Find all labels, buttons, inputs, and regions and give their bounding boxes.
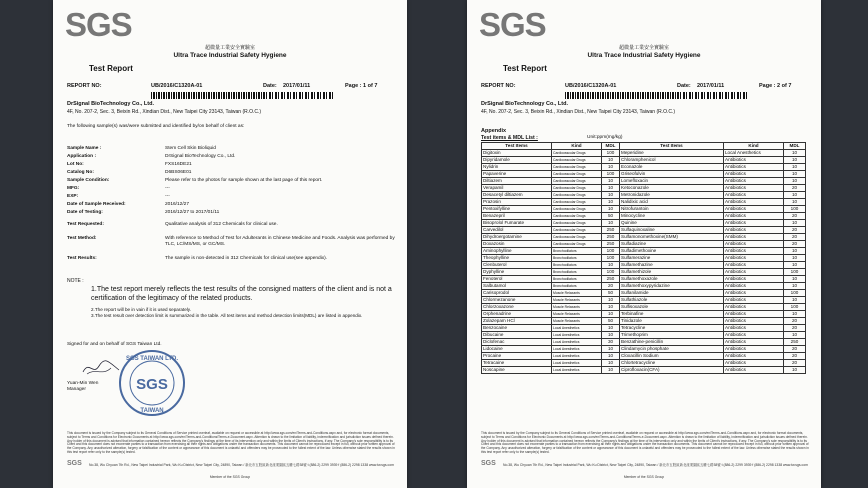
cell-test-item-2: Sulfaquinoxaline <box>620 227 724 234</box>
cell-mdl: 10 <box>602 157 620 164</box>
client-address: 4F, No. 207-2, Sec. 3, Beixin Rd., Xindian Dist., New Taipei City 23143, Taiwan (R.O.C.) <box>481 109 676 115</box>
sgs-logo: SGS <box>479 6 546 43</box>
cell-kind: Local Anesthetics <box>552 360 602 367</box>
table-row <box>482 367 806 374</box>
cell-test-item: Chlormezanone <box>482 297 552 304</box>
seal-text-bottom: TAIWAN <box>140 408 164 414</box>
cell-test-item: Diclofenac <box>482 339 552 346</box>
cell-mdl-2: 100 <box>784 206 806 213</box>
seal-text-top: SGS TAIWAN LTD. <box>125 356 179 362</box>
cell-mdl-2: 20 <box>784 234 806 241</box>
cell-test-item-2: Sulfathiazole <box>620 297 724 304</box>
report-no-label: REPORT NO: <box>481 83 516 89</box>
table-row <box>482 262 806 269</box>
cell-kind: Bronchodilators <box>552 248 602 255</box>
cell-mdl: 250 <box>602 234 620 241</box>
cell-test-item-2: Metronidazole <box>620 192 724 199</box>
cell-mdl: 10 <box>602 332 620 339</box>
cell-test-item: Carisoprodol <box>482 290 552 297</box>
cell-test-item: Chlorzoxazone <box>482 304 552 311</box>
report-no: UB/2016/C1320A-01 <box>151 83 203 89</box>
cell-test-item: Benazepril <box>482 213 552 220</box>
mdl-table-body <box>482 150 806 374</box>
cell-test-item-2: Sulfamerazine <box>620 255 724 262</box>
footer-logo: SGS <box>481 460 496 467</box>
cell-test-item-2: Tinidazole <box>620 318 724 325</box>
cell-test-item-2: Terbinafine <box>620 311 724 318</box>
cell-kind-2: Antibiotics <box>724 241 784 248</box>
table-row <box>482 171 806 178</box>
cell-kind-2: Antibiotics <box>724 269 784 276</box>
cell-kind-2: Antibiotics <box>724 185 784 192</box>
cell-test-item: Digitoxin <box>482 150 552 157</box>
cell-mdl-2: 10 <box>784 157 806 164</box>
table-row <box>482 178 806 185</box>
mdl-table <box>481 142 806 374</box>
signature <box>81 358 121 378</box>
cell-mdl-2: 10 <box>784 199 806 206</box>
report-page-1: SGS 超微量工業安全實驗室 Ultra Trace Industrial Safety Hygiene Test Report REPORT NO: UB/2016/C1320A-01 Date: 2017/01/11 Page : 1 of 7 DrSignal BioTechnology Co., Ltd. 4F, No. 207-2, Sec. 3, Beixin Rd., Xindian Dist., New Taipei City 23143, Taiwan (R.O.C.) The following sample(s) was/were submitted and identified by/on behalf of client as: Sample Name : Stem Cell Skin Bioliquid Application : DrSignal BioTechnology Co., Ltd. Lot No: FXS16DE21 Catalog No: D6BS06E01 Sample Condition: Please refer to the photos for sample shown at the last page of this report. MFG: --- EXP: --- Date of Sample Received: 2016/12/27 Date of Testing: 2016/12/27 to 2017/01/11 Test Requested: Qualitative analysis of 312 Chemicals for clinical use. Test Method: With reference to Method of Test for Adulterants in Chinese Medicine and Foods. Analysis was performed by TLC, LC/MS/MS, or GC/MS. Test Results: The sample is non-detected in 312 Chemicals for clinical use(see appendix). NOTE : 1.The test report merely reflects the test results of the consigned matters of the client and is not a certification of the legitimacy of the related products. 2.The report will be in vain if it is used separately. 3.The test result over detection limit is summarized in the table. All test items and method detection limits(MDL) are listed in appendix. Signed for and on behalf of SGS Taiwan Ltd. Yuan-Min Wen Manager SGS TAIWAN LTD. SGS TAIWAN This document is issued by the Company subject to its General Conditions of Service printed overleaf, available on request or accessible at http://www.sgs.com/en/Terms-and-Conditions.aspx and, for electronic format documents, subject to Terms and Conditions for Electronic Documents at http://www.sgs.com/en/Terms-and-Conditions/Terms-e-Document.aspx. Attention is drawn to the limitation of liability, indemnification and jurisdiction issues defined therein. Any holder of this document is advised that information contained hereon reflects the Company's findings at the time of its intervention only and within the limits of Client's instructions, if any. The Company's sole responsibility is to its Client and this document does not exonerate parties to a transaction from exercising all their rights and obligations under the transaction documents. This document cannot be reproduced except in full, without prior written approval of the Company. Any unauthorized alteration, forgery or falsification of the content or appearance of this document is unlawful and offenders may be prosecuted to the fullest extent of the law. Unless otherwise stated the results shown in this test report refer only to the sample(s) tested. SGS No.38, Wu Chyuan 7th Rd., New Taipei Industrial Park, Wu Ku District, New Taipei City, 24890, Taiwan / 新北市五股區新北產業園區五權七路38號 t (886-2) 2299 3939 f (886-2) 2298 1338 www.tw.sgs.com Member of the SGS Group <box>53 0 407 488</box>
cell-kind-2: Antibiotics <box>724 206 784 213</box>
cell-test-item-2: Nitrofurantoin <box>620 206 724 213</box>
table-row <box>482 304 806 311</box>
header-mdl-2: MDL <box>784 143 806 150</box>
footer-legal: This document is issued by the Company subject to its General Conditions of Service printed overleaf, available on request or accessible at http://www.sgs.com/en/Terms-and-Conditions.aspx and, for electronic format documents, subject to Terms and Conditions for Electronic Documents at http://www.sgs.com/en/Terms-and-Conditions/Terms-e-Document.aspx. Attention is drawn to the limitation of liability, indemnification and jurisdiction issues defined therein. Any holder of this document is advised that information contained hereon reflects the Company's findings at the time of its intervention only and within the limits of Client's instructions, if any. The Company's sole responsibility is to its Client and this document does not exonerate parties to a transaction from exercising all their rights and obligations under the transaction documents. This document cannot be reproduced except in full, without prior written approval of the Company. Any unauthorized alteration, forgery or falsification of the content or appearance of this document is unlawful and offenders may be prosecuted to the fullest extent of the law. Unless otherwise stated the results shown in this test report refer only to the sample(s) tested. <box>67 431 395 454</box>
cell-mdl: 10 <box>602 206 620 213</box>
table-row <box>482 297 806 304</box>
report-no-label: REPORT NO: <box>67 83 102 89</box>
table-row <box>482 192 806 199</box>
cell-kind: Bronchodilators <box>552 255 602 262</box>
table-row <box>482 332 806 339</box>
cell-test-item: Salbutamol <box>482 283 552 290</box>
cell-kind: Cardiovascular Drugs <box>552 185 602 192</box>
cell-test-item: Verapamil <box>482 185 552 192</box>
lab-name-en: Ultra Trace Industrial Safety Hygiene <box>587 52 701 59</box>
cell-test-item: Dipyridamole <box>482 157 552 164</box>
company-seal <box>117 348 187 418</box>
cell-test-item-2: Clindamycin phosphate <box>620 346 724 353</box>
cell-kind: Cardiovascular Drugs <box>552 157 602 164</box>
cell-test-item-2: Sulfamethoxypyridazine <box>620 283 724 290</box>
cell-kind: Cardiovascular Drugs <box>552 234 602 241</box>
cell-mdl-2: 10 <box>784 297 806 304</box>
report-no: UB/2016/C1320A-01 <box>565 83 617 89</box>
lab-name-cn: 超微量工業安全實驗室 <box>618 45 669 51</box>
header-kind: Kind <box>552 143 602 150</box>
report-number-line <box>67 83 397 91</box>
cell-kind-2: Antibiotics <box>724 318 784 325</box>
cell-kind-2: Antibiotics <box>724 164 784 171</box>
cell-mdl-2: 20 <box>784 241 806 248</box>
cell-test-item-2: Ciprofloxacin(CFA) <box>620 367 724 374</box>
cell-kind-2: Antibiotics <box>724 304 784 311</box>
table-row <box>482 234 806 241</box>
cell-kind: Cardiovascular Drugs <box>552 150 602 157</box>
cell-test-item: Dyphylline <box>482 269 552 276</box>
cell-mdl-2: 10 <box>784 255 806 262</box>
table-row <box>482 353 806 360</box>
header-test-items: Test Items <box>482 143 552 150</box>
cell-kind-2: Antibiotics <box>724 220 784 227</box>
cell-kind: Local Anesthetics <box>552 367 602 374</box>
cell-mdl: 10 <box>602 360 620 367</box>
table-row <box>482 213 806 220</box>
cell-test-item-2: Tetracycline <box>620 325 724 332</box>
cell-mdl: 10 <box>602 353 620 360</box>
cell-test-item: Dihydroergotamine <box>482 234 552 241</box>
cell-mdl-2: 100 <box>784 290 806 297</box>
cell-test-item-2: Econazole <box>620 164 724 171</box>
cell-kind-2: Antibiotics <box>724 360 784 367</box>
barcode-secondary <box>263 92 333 99</box>
cell-test-item: Dibucaine <box>482 332 552 339</box>
cell-test-item: Procaine <box>482 353 552 360</box>
cell-test-item-2: Nalidixic acid <box>620 199 724 206</box>
cell-kind: Local Anesthetics <box>552 346 602 353</box>
cell-mdl: 100 <box>602 171 620 178</box>
cell-mdl-2: 10 <box>784 220 806 227</box>
signer-title: Manager <box>67 387 86 392</box>
cell-test-item: Lidocaine <box>482 346 552 353</box>
report-title: Test Report <box>503 64 547 73</box>
cell-kind: Local Anesthetics <box>552 332 602 339</box>
cell-test-item-2: Ketoconazole <box>620 185 724 192</box>
cell-mdl-2: 10 <box>784 248 806 255</box>
cell-kind-2: Antibiotics <box>724 227 784 234</box>
table-row <box>482 206 806 213</box>
barcode <box>565 92 677 99</box>
cell-kind: Cardiovascular Drugs <box>552 206 602 213</box>
cell-mdl: 10 <box>602 220 620 227</box>
cell-mdl-2: 20 <box>784 353 806 360</box>
cell-kind-2: Antibiotics <box>724 297 784 304</box>
cell-mdl: 20 <box>602 283 620 290</box>
cell-kind-2: Antibiotics <box>724 311 784 318</box>
cell-kind-2: Antibiotics <box>724 346 784 353</box>
cell-kind-2: Antibiotics <box>724 276 784 283</box>
cell-mdl: 10 <box>602 164 620 171</box>
cell-kind: Cardiovascular Drugs <box>552 164 602 171</box>
cell-test-item-2: Meperidine <box>620 150 724 157</box>
cell-mdl: 100 <box>602 255 620 262</box>
cell-test-item: Nylidrin <box>482 164 552 171</box>
table-row <box>482 360 806 367</box>
cell-test-item: Noscapine <box>482 367 552 374</box>
table-row <box>482 157 806 164</box>
cell-mdl-2: 20 <box>784 318 806 325</box>
sample-intro: The following sample(s) was/were submitted and identified by/on behalf of client as: <box>67 124 245 129</box>
cell-test-item: Orphenadrine <box>482 311 552 318</box>
table-row <box>482 150 806 157</box>
cell-test-item-2: Quinine <box>620 220 724 227</box>
table-row <box>482 325 806 332</box>
cell-test-item-2: Sulfanilamide <box>620 290 724 297</box>
cell-test-item-2: Benzathine-penicillin <box>620 339 724 346</box>
page-label: Page : 2 of 7 <box>759 83 792 89</box>
cell-kind-2: Antibiotics <box>724 339 784 346</box>
cell-mdl: 100 <box>602 269 620 276</box>
cell-mdl: 10 <box>602 262 620 269</box>
cell-test-item: Theophylline <box>482 255 552 262</box>
cell-mdl-2: 20 <box>784 185 806 192</box>
cell-mdl: 10 <box>602 367 620 374</box>
cell-kind: Cardiovascular Drugs <box>552 241 602 248</box>
cell-kind: Muscle Relaxants <box>552 318 602 325</box>
client-address: 4F, No. 207-2, Sec. 3, Beixin Rd., Xindian Dist., New Taipei City 23143, Taiwan (R.O.C.) <box>67 109 262 115</box>
cell-mdl: 10 <box>602 346 620 353</box>
footer-logo: SGS <box>67 460 82 467</box>
table-row <box>482 283 806 290</box>
cell-test-item: Diltiazem <box>482 178 552 185</box>
cell-test-item-2: Sulfisoxazole <box>620 304 724 311</box>
cell-mdl-2: 10 <box>784 164 806 171</box>
cell-test-item: Clenbuterol <box>482 262 552 269</box>
cell-mdl-2: 100 <box>784 304 806 311</box>
cell-kind: Bronchodilators <box>552 262 602 269</box>
table-row <box>482 164 806 171</box>
barcode <box>151 92 263 99</box>
header-kind-2: Kind <box>724 143 784 150</box>
cell-kind-2: Antibiotics <box>724 157 784 164</box>
cell-test-item-2: Chlortetracycline <box>620 360 724 367</box>
cell-test-item-2: Trimethoprim <box>620 332 724 339</box>
report-date: 2017/01/11 <box>697 83 725 89</box>
note-2: 2.The report will be in vain if it is used separately. <box>91 307 192 312</box>
report-title: Test Report <box>89 64 133 73</box>
seal-text-mid: SGS <box>136 376 168 393</box>
cell-kind-2: Antibiotics <box>724 234 784 241</box>
barcode-secondary <box>677 92 747 99</box>
cell-kind-2: Antibiotics <box>724 262 784 269</box>
footer-address: No.38, Wu Chyuan 7th Rd., New Taipei Industrial Park, Wu Ku District, New Taipei City, 24890, Taiwan / 新北市五股區新北產業園區五權七路38號 t (886-2) 2299 3939 f (886-2) 2298 1338 www.tw.sgs.com <box>503 463 808 467</box>
cell-kind: Muscle Relaxants <box>552 290 602 297</box>
cell-mdl: 30 <box>602 339 620 346</box>
cell-mdl: 50 <box>602 318 620 325</box>
table-row <box>482 220 806 227</box>
cell-mdl: 250 <box>602 241 620 248</box>
cell-test-item-2: Sulfamethoxazole <box>620 276 724 283</box>
client-company: DrSignal BioTechnology Co., Ltd. <box>481 101 568 107</box>
cell-test-item: Desacetyl diltiazem <box>482 192 552 199</box>
cell-kind: Muscle Relaxants <box>552 304 602 311</box>
footer-address: No.38, Wu Chyuan 7th Rd., New Taipei Industrial Park, Wu Ku District, New Taipei City, 24890, Taiwan / 新北市五股區新北產業園區五權七路38號 t (886-2) 2299 3939 f (886-2) 2298 1338 www.tw.sgs.com <box>89 463 394 467</box>
cell-test-item: Prazosin <box>482 199 552 206</box>
sgs-logo: SGS <box>65 6 132 43</box>
cell-test-item: Doxazosin <box>482 241 552 248</box>
cell-mdl: 250 <box>602 227 620 234</box>
cell-mdl: 10 <box>602 178 620 185</box>
cell-test-item: Bisoprolol Fumarate <box>482 220 552 227</box>
cell-kind-2: Antibiotics <box>724 192 784 199</box>
table-row <box>482 199 806 206</box>
cell-mdl-2: 10 <box>784 283 806 290</box>
cell-kind: Cardiovascular Drugs <box>552 220 602 227</box>
cell-mdl-2: 20 <box>784 213 806 220</box>
cell-kind: Cardiovascular Drugs <box>552 192 602 199</box>
cell-mdl-2: 100 <box>784 269 806 276</box>
report-page-2 <box>467 0 821 488</box>
note-3: 3.The test result over detection limit is summarized in the table. All test items and method detection limits(MDL) are listed in appendix. <box>91 312 363 318</box>
cell-mdl: 100 <box>602 150 620 157</box>
cell-test-item-2: Lomefloxacin <box>620 178 724 185</box>
cell-mdl: 10 <box>602 297 620 304</box>
cell-test-item-2: Sulfadiazine <box>620 241 724 248</box>
cell-mdl: 10 <box>602 192 620 199</box>
cell-kind: Cardiovascular Drugs <box>552 178 602 185</box>
date-label: Date: <box>263 83 277 89</box>
table-row <box>482 185 806 192</box>
cell-kind: Cardiovascular Drugs <box>552 171 602 178</box>
appendix-label: Appendix <box>481 128 507 134</box>
cell-kind-2: Antibiotics <box>724 213 784 220</box>
signer-name: Yuan-Min Wen <box>67 381 99 386</box>
footer-member: Member of the SGS Group <box>209 475 251 479</box>
cell-kind: Cardiovascular Drugs <box>552 213 602 220</box>
header-test-items-2: Test Items <box>620 143 724 150</box>
cell-mdl-2: 20 <box>784 325 806 332</box>
cell-mdl: 250 <box>602 276 620 283</box>
table-row <box>482 276 806 283</box>
header-mdl: MDL <box>602 143 620 150</box>
cell-mdl: 10 <box>602 185 620 192</box>
cell-test-item-2: Sulfamethazine <box>620 262 724 269</box>
cell-kind-2: Antibiotics <box>724 367 784 374</box>
table-row <box>482 269 806 276</box>
cell-kind-2: Antibiotics <box>724 248 784 255</box>
cell-kind-2: Antibiotics <box>724 178 784 185</box>
table-row <box>482 248 806 255</box>
cell-mdl: 50 <box>602 213 620 220</box>
cell-mdl-2: 10 <box>784 192 806 199</box>
date-label: Date: <box>677 83 691 89</box>
cell-mdl-2: 10 <box>784 262 806 269</box>
cell-mdl-2: 10 <box>784 178 806 185</box>
cell-mdl-2: 250 <box>784 339 806 346</box>
page-label: Page : 1 of 7 <box>345 83 378 89</box>
cell-test-item: Tetracaine <box>482 360 552 367</box>
cell-test-item-2: Sulfamethizole <box>620 269 724 276</box>
cell-kind-2: Antibiotics <box>724 325 784 332</box>
footer-member: Member of the SGS Group <box>623 475 665 479</box>
cell-kind: Cardiovascular Drugs <box>552 227 602 234</box>
signed-for: Signed for and on behalf of SGS Taiwan Ltd. <box>67 342 162 347</box>
cell-test-item: Carvedilol <box>482 227 552 234</box>
cell-kind-2: Local Anesthetics <box>724 150 784 157</box>
cell-test-item-2: Cloxacillin Sodium <box>620 353 724 360</box>
unit-label: Unit:ppm(mg/kg) <box>587 135 623 140</box>
table-row <box>482 318 806 325</box>
cell-mdl-2: 10 <box>784 367 806 374</box>
table-title: Test items & MDL List : <box>481 135 538 141</box>
cell-kind: Local Anesthetics <box>552 339 602 346</box>
report-number-line <box>481 83 811 91</box>
cell-mdl-2: 10 <box>784 311 806 318</box>
client-company: DrSignal BioTechnology Co., Ltd. <box>67 101 154 107</box>
cell-test-item: Benzocaine <box>482 325 552 332</box>
cell-kind: Local Anesthetics <box>552 325 602 332</box>
cell-test-item-2: Griseofulvin <box>620 171 724 178</box>
cell-kind: Bronchodilators <box>552 283 602 290</box>
cell-kind: Bronchodilators <box>552 269 602 276</box>
cell-mdl: 50 <box>602 290 620 297</box>
note-1: 1.The test report merely reflects the test results of the consigned matters of the client and is not a certification of the legitimacy of the related products. <box>91 286 392 302</box>
cell-test-item-2: Minocycline <box>620 213 724 220</box>
lab-name-cn: 超微量工業安全實驗室 <box>204 45 255 51</box>
cell-kind-2: Antibiotics <box>724 353 784 360</box>
table-header-row <box>482 143 806 150</box>
cell-mdl: 10 <box>602 325 620 332</box>
cell-mdl-2: 10 <box>784 276 806 283</box>
cell-kind-2: Antibiotics <box>724 283 784 290</box>
cell-mdl-2: 10 <box>784 332 806 339</box>
cell-kind-2: Antibiotics <box>724 290 784 297</box>
table-row <box>482 311 806 318</box>
cell-test-item-2: Chloramphenicol <box>620 157 724 164</box>
cell-mdl-2: 20 <box>784 227 806 234</box>
cell-kind: Local Anesthetics <box>552 353 602 360</box>
cell-kind-2: Antibiotics <box>724 171 784 178</box>
cell-mdl-2: 10 <box>784 171 806 178</box>
cell-test-item: Fenoterol <box>482 276 552 283</box>
table-row <box>482 241 806 248</box>
lab-name-en: Ultra Trace Industrial Safety Hygiene <box>173 52 287 59</box>
table-row <box>482 339 806 346</box>
cell-kind: Bronchodilators <box>552 276 602 283</box>
cell-kind-2: Antibiotics <box>724 199 784 206</box>
cell-mdl-2: 20 <box>784 360 806 367</box>
cell-test-item: Pentoxifylline <box>482 206 552 213</box>
cell-mdl: 10 <box>602 304 620 311</box>
cell-test-item-2: Sulfadimethoxine <box>620 248 724 255</box>
cell-kind: Muscle Relaxants <box>552 297 602 304</box>
cell-mdl: 10 <box>602 311 620 318</box>
cell-mdl-2: 10 <box>784 150 806 157</box>
table-row <box>482 255 806 262</box>
cell-kind: Cardiovascular Drugs <box>552 199 602 206</box>
table-row <box>482 346 806 353</box>
table-row <box>482 227 806 234</box>
cell-test-item: Aminophylline <box>482 248 552 255</box>
cell-mdl-2: 20 <box>784 346 806 353</box>
cell-kind-2: Antibiotics <box>724 255 784 262</box>
cell-test-item: Zolazepam HCl <box>482 318 552 325</box>
footer-legal: This document is issued by the Company subject to its General Conditions of Service printed overleaf, available on request or accessible at http://www.sgs.com/en/Terms-and-Conditions.aspx and, for electronic format documents, subject to Terms and Conditions for Electronic Documents at http://www.sgs.com/en/Terms-and-Conditions/Terms-e-Document.aspx. Attention is drawn to the limitation of liability, indemnification and jurisdiction issues defined therein. Any holder of this document is advised that information contained hereon reflects the Company's findings at the time of its intervention only and within the limits of Client's instructions, if any. The Company's sole responsibility is to its Client and this document does not exonerate parties to a transaction from exercising all their rights and obligations under the transaction documents. This document cannot be reproduced except in full, without prior written approval of the Company. Any unauthorized alteration, forgery or falsification of the content or appearance of this document is unlawful and offenders may be prosecuted to the fullest extent of the law. Unless otherwise stated the results shown in this test report refer only to the sample(s) tested. <box>481 431 809 454</box>
report-date: 2017/01/11 <box>283 83 311 89</box>
cell-kind-2: Antibiotics <box>724 332 784 339</box>
cell-test-item-2: Sulfamonomethoxine(SMM) <box>620 234 724 241</box>
table-row <box>482 290 806 297</box>
cell-mdl: 10 <box>602 199 620 206</box>
cell-mdl: 100 <box>602 248 620 255</box>
cell-kind: Muscle Relaxants <box>552 311 602 318</box>
cell-test-item: Papaverine <box>482 171 552 178</box>
notes-small <box>91 307 401 318</box>
note-label: NOTE : <box>67 278 84 284</box>
